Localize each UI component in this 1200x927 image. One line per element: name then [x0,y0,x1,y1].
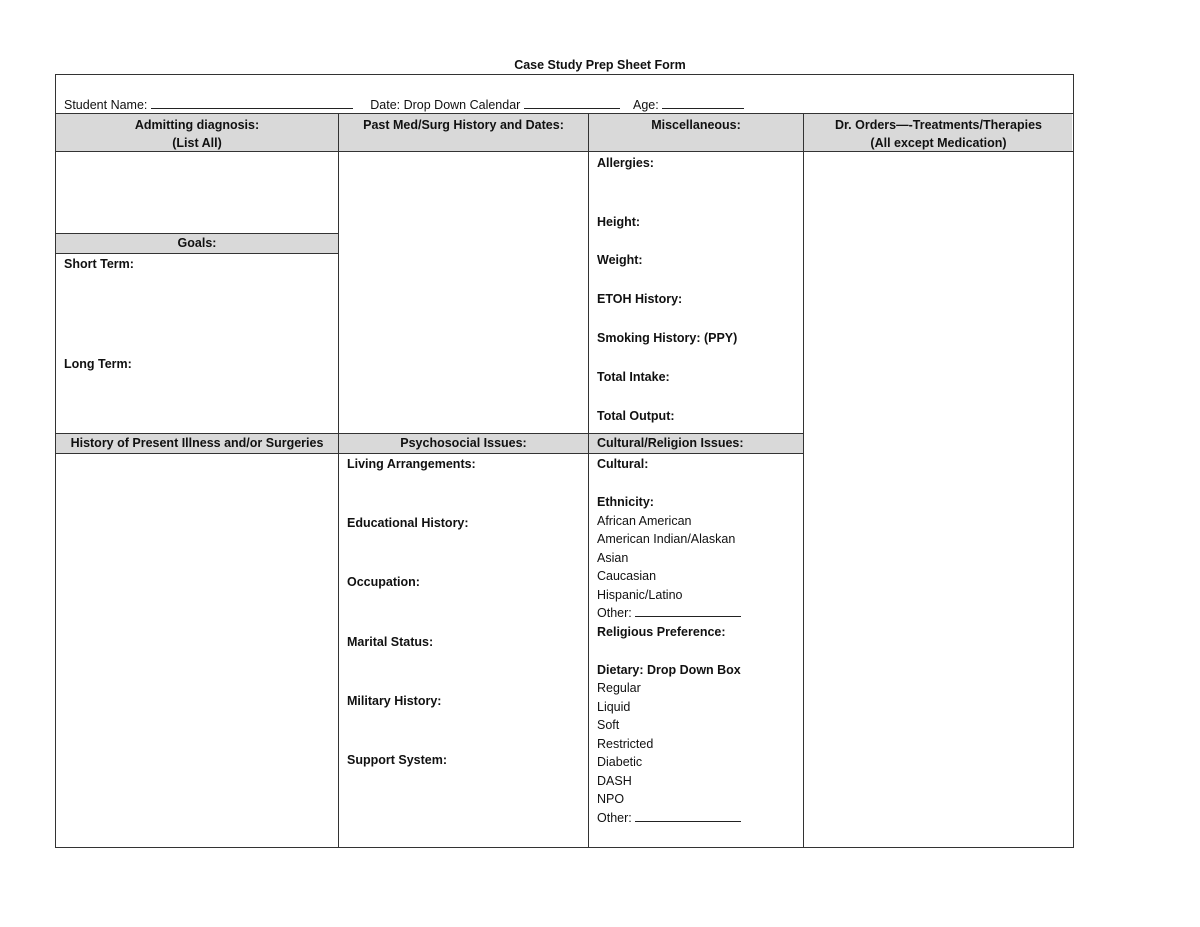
ethnicity-option[interactable]: Asian [597,551,629,565]
hpi-header: History of Present Illness and/or Surgeries [70,436,324,450]
student-name-field[interactable] [151,96,353,109]
etoh-history-label: ETOH History: [597,292,683,306]
dietary-other [597,809,741,828]
dietary-option[interactable]: Soft [597,718,620,732]
ethnicity-option[interactable]: African American [597,514,692,528]
admitting-header-line1: Admitting diagnosis: [134,118,260,132]
short-term-label: Short Term: [64,257,134,271]
weight-label: Weight: [597,253,643,267]
outer-border-top [55,74,1074,75]
ethnicity-other [597,604,741,623]
dietary-option[interactable]: Restricted [597,737,654,751]
outer-border-left [55,74,56,848]
lower-rule-top [55,433,804,434]
student-info-row [64,96,744,112]
dietary-option[interactable]: Diabetic [597,755,643,769]
dietary-option[interactable]: DASH [597,774,632,788]
psychosocial-header: Psychosocial Issues: [400,436,527,450]
admitting-header-line2: (List All) [172,136,222,150]
lower-rule-bottom [55,453,804,454]
dr-orders-header [804,116,1073,152]
religious-preference-label: Religious Preference: [597,625,726,639]
ethnicity-option[interactable]: Caucasian [597,569,657,583]
date-field[interactable] [524,96,620,109]
ethnicity-option[interactable]: Hispanic/Latino [597,588,683,602]
col-divider-1 [338,113,339,848]
living-arrangements-label: Living Arrangements: [347,457,476,471]
outer-border-right [1073,74,1074,848]
cultural-label: Cultural: [597,457,649,471]
height-label: Height: [597,215,641,229]
occupation-label: Occupation: [347,575,420,589]
ethnicity-other-label: Other: [597,606,632,620]
miscellaneous-header [589,116,803,134]
age-label: Age: [633,98,659,112]
ethnicity-other-field[interactable] [635,604,741,617]
date-label: Date: Drop Down Calendar [370,98,521,112]
ethnicity-option[interactable]: American Indian/Alaskan [597,532,736,546]
cultural-religion-header: Cultural/Religion Issues: [597,436,744,450]
age-field[interactable] [662,96,744,109]
ethnicity-label: Ethnicity: [597,495,654,509]
support-system-label: Support System: [347,753,448,767]
student-name-label: Student Name: [64,98,148,112]
col-divider-2 [588,113,589,848]
admitting-diagnosis-header [56,116,338,152]
dietary-other-label: Other: [597,811,632,825]
dietary-option[interactable]: Liquid [597,700,631,714]
goals-header: Goals: [177,236,217,250]
col-divider-3 [803,113,804,848]
outer-border-bottom [55,847,1074,848]
goals-rule-top [55,233,339,234]
long-term-label: Long Term: [64,357,132,371]
orders-header-line2: (All except Medication) [870,136,1007,150]
dietary-other-field[interactable] [635,809,741,822]
total-output-label: Total Output: [597,409,675,423]
allergies-label: Allergies: [597,156,654,170]
dietary-label: Dietary: Drop Down Box [597,663,741,677]
goals-rule-bottom [55,253,339,254]
smoking-history-label: Smoking History: (PPY) [597,331,738,345]
form-title: Case Study Prep Sheet Form [514,58,686,72]
past-history-header [339,116,588,134]
marital-status-label: Marital Status: [347,635,434,649]
past-history-header-line1: Past Med/Surg History and Dates: [363,118,564,132]
misc-header-line1: Miscellaneous: [651,118,741,132]
dietary-option[interactable]: Regular [597,681,641,695]
header-rule-top [55,113,1074,114]
total-intake-label: Total Intake: [597,370,670,384]
dietary-option[interactable]: NPO [597,792,625,806]
military-history-label: Military History: [347,694,442,708]
orders-header-line1: Dr. Orders—-Treatments/Therapies [834,118,1043,132]
educational-history-label: Educational History: [347,516,469,530]
